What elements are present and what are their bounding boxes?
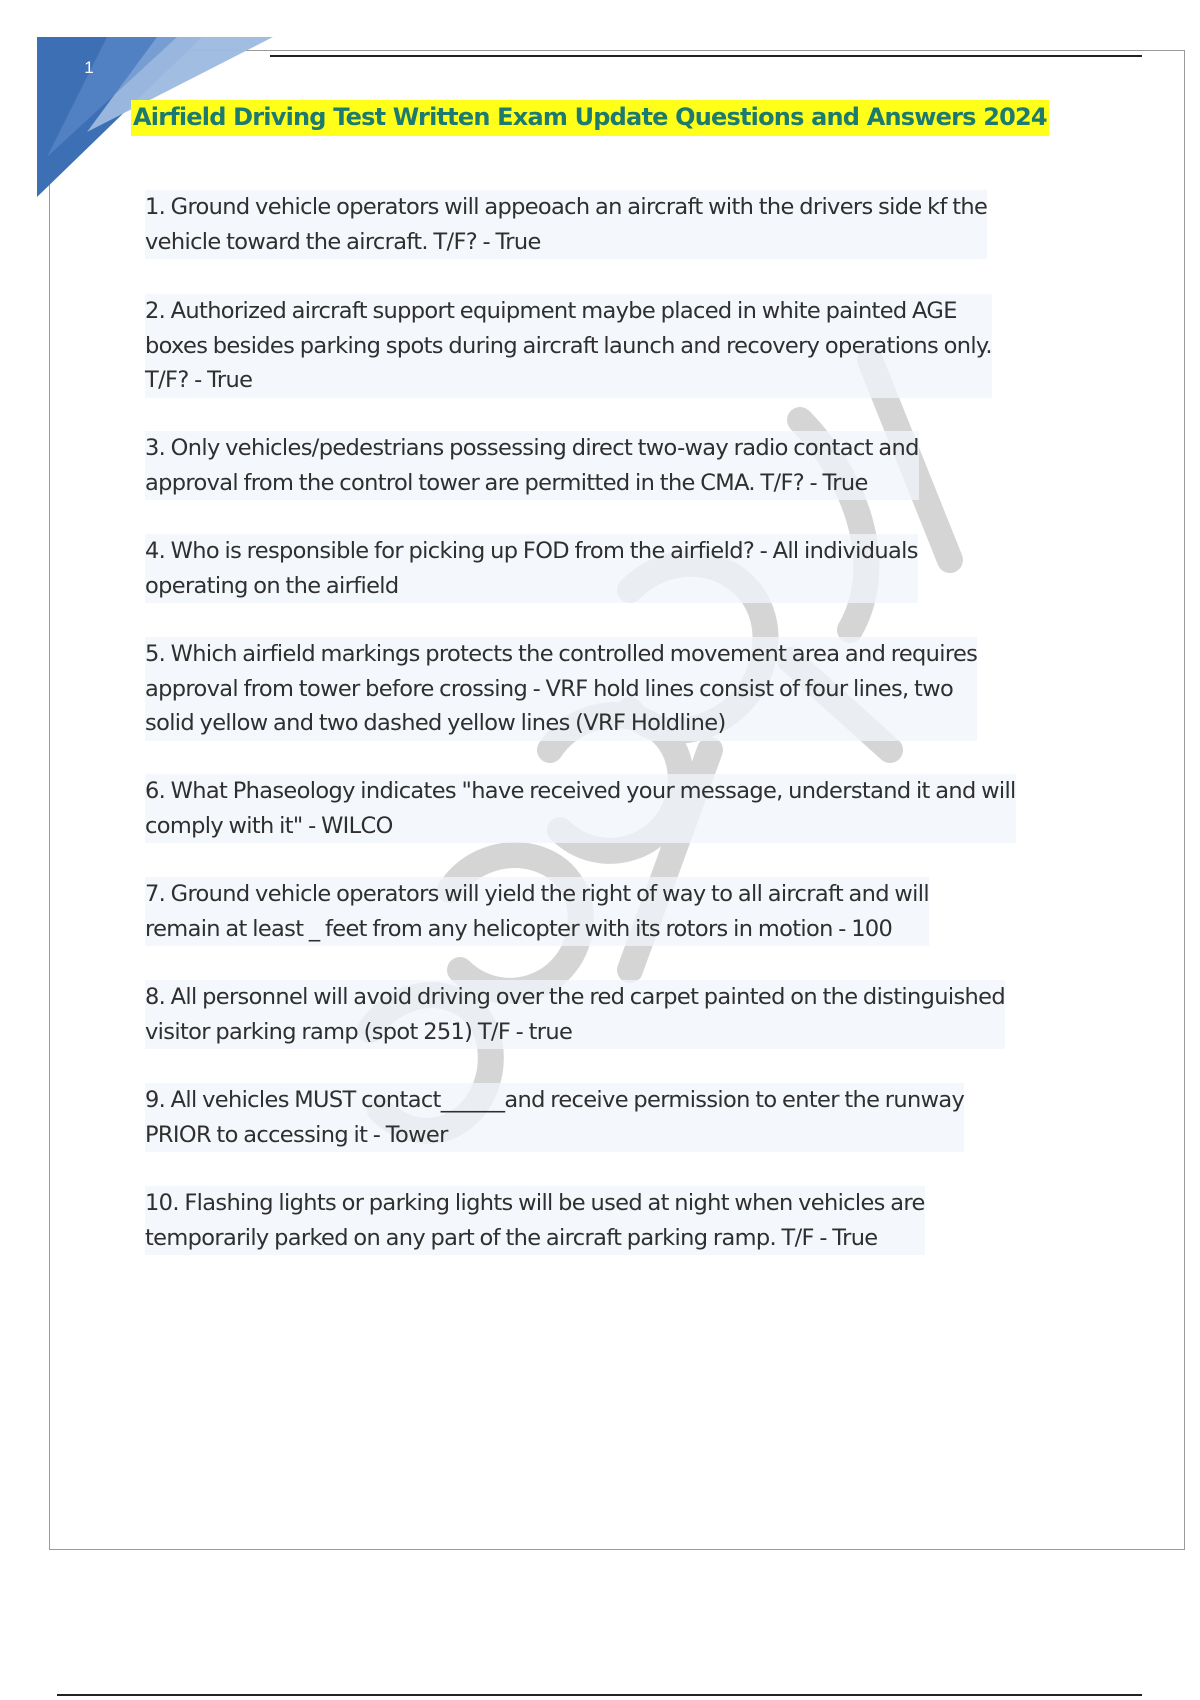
- question-line: vehicle toward the aircraft. T/F? - True: [145, 228, 541, 255]
- question-line: boxes besides parking spots during aircraft launch and recovery operations only.: [145, 332, 992, 359]
- question-text: [145, 637, 977, 741]
- question-item-7: [145, 877, 929, 946]
- header-rule: [270, 55, 1142, 57]
- question-item-1: [145, 190, 987, 259]
- question-item-9: [145, 1083, 964, 1152]
- question-line: 4. Who is responsible for picking up FOD from the airfield? - All individuals: [145, 538, 918, 564]
- footer-rule: [57, 1694, 1142, 1696]
- page-number: 1: [84, 58, 94, 77]
- question-line: approval from the control tower are permitted in the CMA. T/F? - True: [145, 469, 868, 496]
- question-line: solid yellow and two dashed yellow lines (VRF Holdline): [145, 710, 726, 736]
- question-text: [145, 1186, 925, 1255]
- question-line: temporarily parked on any part of the aircraft parking ramp. T/F - True: [145, 1224, 878, 1251]
- question-line: approval from tower before crossing - VRF hold lines consist of four lines, two: [145, 675, 954, 702]
- question-line: 3. Only vehicles/pedestrians possessing direct two-way radio contact and: [145, 435, 919, 461]
- question-item-3: [145, 431, 919, 500]
- question-item-8: [145, 980, 1005, 1049]
- question-text: [145, 877, 929, 946]
- question-line: remain at least _ feet from any helicopter with its rotors in motion - 100: [145, 915, 893, 942]
- question-line: PRIOR to accessing it - Tower: [145, 1121, 448, 1148]
- question-line: 7. Ground vehicle operators will yield the right of way to all aircraft and will: [145, 881, 929, 907]
- question-item-4: [145, 534, 918, 603]
- question-line: 5. Which airfield markings protects the controlled movement area and requires: [145, 641, 978, 667]
- question-line: comply with it" - WILCO: [145, 812, 393, 839]
- question-item-10: [145, 1186, 925, 1255]
- question-text: [145, 1083, 964, 1152]
- question-item-5: [145, 637, 977, 741]
- question-line: 6. What Phaseology indicates "have received your message, understand it and will: [145, 778, 1016, 804]
- question-line: 2. Authorized aircraft support equipment maybe placed in white painted AGE: [145, 298, 957, 324]
- question-line: 8. All personnel will avoid driving over the red carpet painted on the distinguished: [145, 984, 1005, 1010]
- question-text: [145, 294, 992, 398]
- question-line: operating on the airfield: [145, 572, 399, 599]
- question-text: [145, 774, 1016, 843]
- question-line: visitor parking ramp (spot 251) T/F - true: [145, 1018, 573, 1045]
- question-line: 1. Ground vehicle operators will appeoach an aircraft with the drivers side kf the: [145, 194, 988, 220]
- question-text: [145, 190, 987, 259]
- question-text: [145, 534, 918, 603]
- question-line: T/F? - True: [145, 367, 253, 393]
- question-text: [145, 431, 919, 500]
- question-text: [145, 980, 1005, 1049]
- document-title: Airfield Driving Test Written Exam Update Questions and Answers 2024: [131, 100, 1049, 136]
- question-line: 9. All vehicles MUST contact______and receive permission to enter the runway: [145, 1087, 965, 1113]
- question-item-2: [145, 294, 992, 398]
- question-line: 10. Flashing lights or parking lights will be used at night when vehicles are: [145, 1190, 925, 1216]
- question-item-6: [145, 774, 1016, 843]
